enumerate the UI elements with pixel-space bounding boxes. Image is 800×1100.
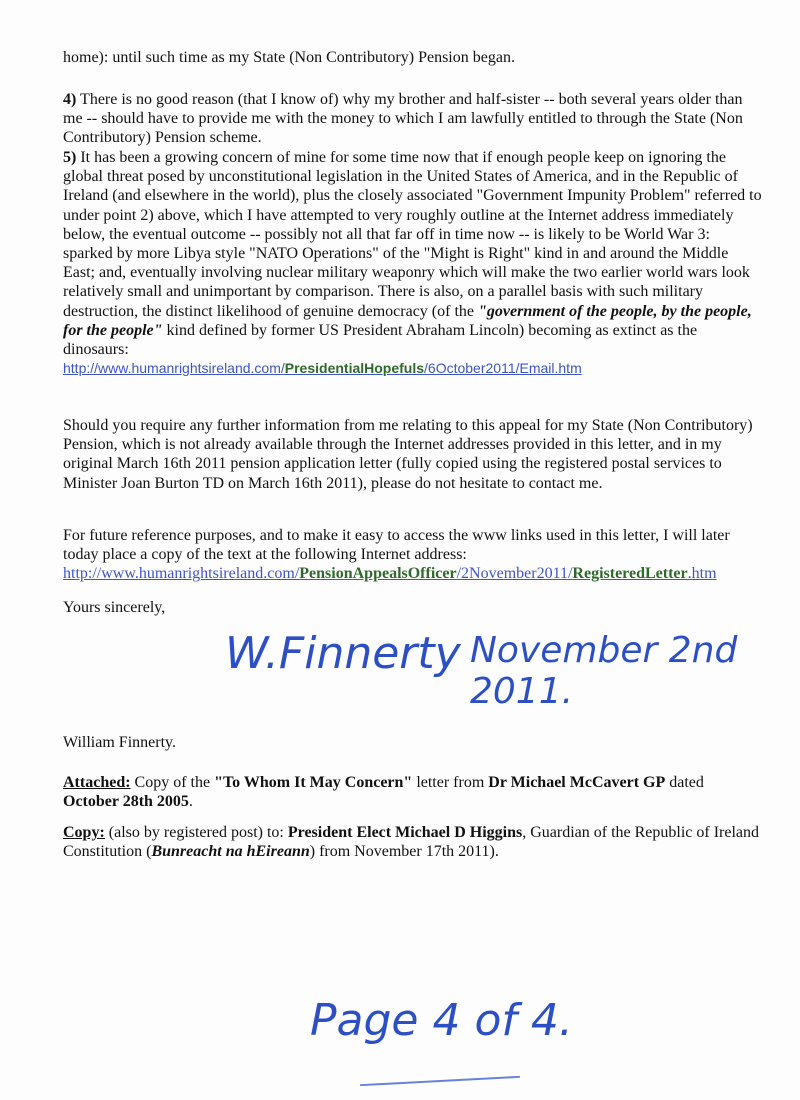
closing: Yours sincerely,	[63, 599, 166, 616]
signature: W.Finnerty	[225, 628, 461, 679]
paragraph-future-reference: For future reference purposes, and to make it easy to access the www links used in this letter, I will later today place a copy of the text at the following Internet address: http://www.humanrightsireland.com/PensionAppealsOfficer/2November2011/RegisteredLetter.htm	[63, 527, 730, 583]
paragraph-point-5: 5) It has been a growing concern of mine for some time now that if enough people keep on ignoring the global threat posed by unconstitutional legislation in the United States of America, and in the Republic of Ireland (and elsewhere in the world), plus the closely associated "Government Impunity Problem" referred to under point 2) above, which I have attempted to very roughly outline at the Internet address immediately below, the eventual outcome -- possibly not all that far off in time now -- is likely to be World War 3: sparked by more Libya style "NATO Operations" of the "Might is Right" kind in and around the Middle East; and, eventually involving nuclear military weaponry which will make the two earlier world wars look relatively small and unimportant by comparison. There is also, on a parallel basis with such military destruction, the distinct likelihood of genuine democracy (of the "government of the people, by the people, for the people" kind defined by former US President Abraham Lincoln) becoming as extinct as the dinosaurs: http://www.humanrightsireland.com/PresidentialHopefuls/6October2011/Email.htm	[63, 149, 762, 377]
copy-note: Copy: (also by registered post) to: President Elect Michael D Higgins, Guardian of the Republic of Ireland Constitution (Bunreacht na hEireann) from November 17th 2011).	[63, 824, 760, 861]
pension-appeals-link[interactable]: http://www.humanrightsireland.com/PensionAppealsOfficer/2November2011/RegisteredLetter.htm	[63, 565, 717, 583]
signatory-name: William Finnerty.	[63, 734, 176, 751]
paragraph-point-4: 4) There is no good reason (that I know of) why my brother and half-sister -- both several years older than me -- should have to provide me with the money to which I am lawfully entitled to through the State (Non Contributory) Pension scheme.	[63, 91, 743, 147]
handwritten-underline	[360, 1076, 520, 1086]
handwritten-page-number: Page 4 of 4.	[310, 995, 573, 1046]
paragraph-further-info: Should you require any further information from me relating to this appeal for my State (Non Contributory) Pension, which is not already available through the Internet addresses provided in this letter, and in my original March 16th 2011 pension application letter (fully copied using the registered postal services to Minister Joan Burton TD on March 16th 2011), please do not hesitate to contact me.	[63, 417, 753, 492]
paragraph-intro: home): until such time as my State (Non Contributory) Pension began.	[63, 49, 515, 66]
handwritten-date: November 2nd 2011.	[470, 630, 738, 712]
presidential-hopefuls-link[interactable]: http://www.humanrightsireland.com/PresidentialHopefuls/6October2011/Email.htm	[63, 360, 582, 377]
attached-note: Attached: Copy of the "To Whom It May Concern" letter from Dr Michael McCavert GP dated October 28th 2005.	[63, 774, 704, 811]
